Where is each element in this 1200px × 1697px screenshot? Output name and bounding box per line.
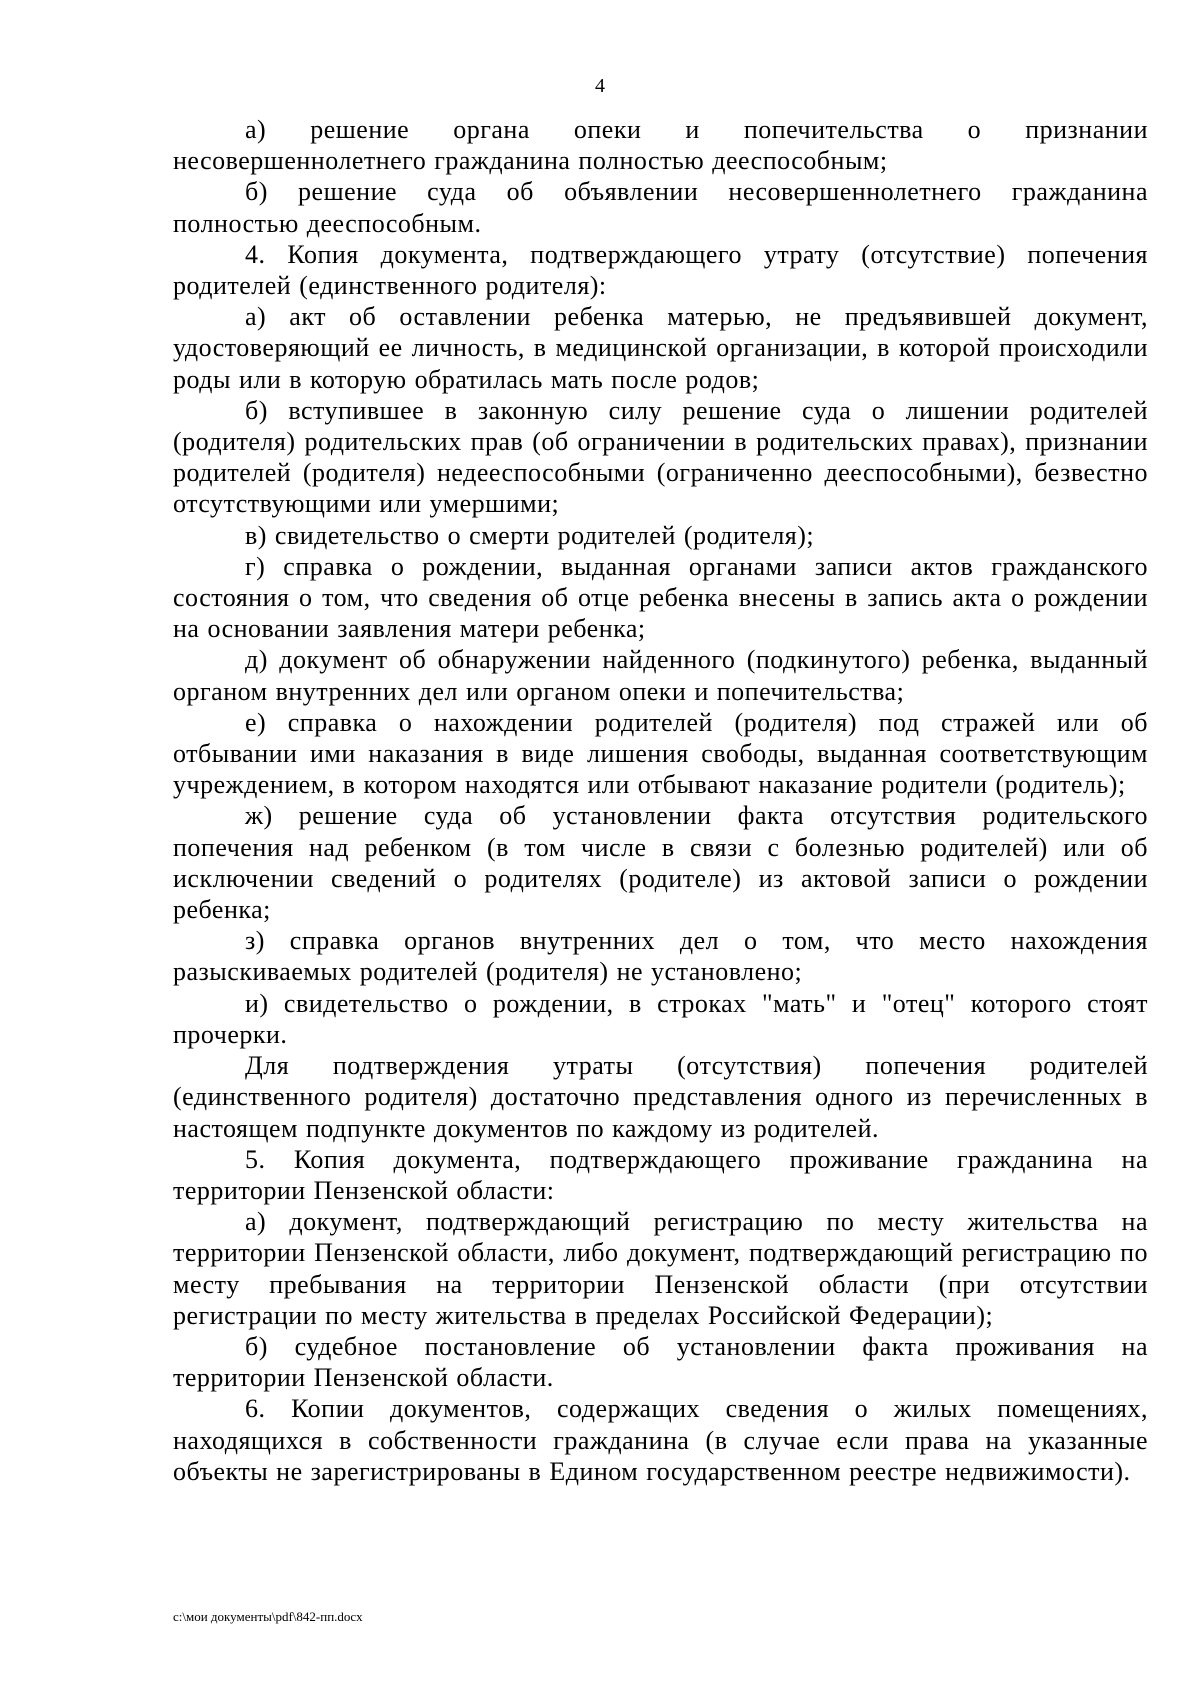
paragraph: а) акт об оставлении ребенка матерью, не предъявившей документ, удостоверяющий ее личность, в медицинской организации, в которой происходили роды или в которую обратилась мать после родов; [173,302,1148,394]
paragraph: д) документ об обнаружении найденного (подкинутого) ребенка, выданный органом внутренних дел или органом опеки и попечительства; [173,645,1148,706]
paragraph: е) справка о нахождении родителей (родителя) под стражей или об отбывании ими наказания в виде лишения свободы, выданная соответствующим учреждением, в котором находятся или отбывают наказание родители (родитель); [173,707,1148,800]
paragraph: Для подтверждения утраты (отсутствия) попечения родителей (единственного родителя) достаточно представления одного из перечисленных в настоящем подпункте документов по каждому из родителей. [173,1051,1148,1143]
paragraph: 5. Копия документа, подтверждающего проживание гражданина на территории Пензенской области: [173,1144,1148,1205]
paragraph: а) решение органа опеки и попечительства о признании несовершеннолетнего гражданина полностью дееспособным; [173,115,1148,176]
paragraph: б) судебное постановление об установлении факта проживания на территории Пензенской области. [173,1331,1148,1393]
paragraph: в) свидетельство о смерти родителей (родителя); [245,520,815,550]
paragraph: и) свидетельство о рождении, в строках "мать" и "отец" которого стоят прочерки. [173,988,1148,1049]
paragraph: 4. Копия документа, подтверждающего утрату (отсутствие) попечения родителей (единственного родителя): [173,239,1148,301]
paragraph: б) решение суда об объявлении несовершеннолетнего гражданина полностью дееспособным. [173,177,1148,238]
paragraph: 6. Копии документов, содержащих сведения о жилых помещениях, находящихся в собственности гражданина (в случае если права на указанные объекты не зарегистрированы в Едином государственном реестре недвижимости). [173,1394,1148,1486]
document-body [173,114,1148,1487]
paragraph: з) справка органов внутренних дел о том, что место нахождения разыскиваемых родителей (родителя) не установлено; [173,926,1148,987]
paragraph: ж) решение суда об установлении факта отсутствия родительского попечения над ребенком (в том числе в связи с болезнью родителей) или об исключении сведений о родителях (родителе) из актовой записи о рождении ребенка; [173,801,1148,925]
paragraph: а) документ, подтверждающий регистрацию по месту жительства на территории Пензенской области, либо документ, подтверждающий регистрацию по месту пребывания на территории Пензенской области (при отсутствии регистрации по месту жительства в пределах Российской Федерации); [173,1207,1148,1330]
footer-file-path: c:\мои документы\pdf\842-пп.docx [173,1609,363,1624]
paragraph: г) справка о рождении, выданная органами записи актов гражданского состояния о том, что сведения об отце ребенка внесены в запись акта о рождении на основании заявления матери ребенка; [173,551,1148,644]
paragraph: б) вступившее в законную силу решение суда о лишении родителей (родителя) родительских прав (об ограничении в родительских правах), признании родителей (родителя) недееспособными (ограниченно дееспособными), безвестно отсутствующими или умершими; [173,395,1148,519]
page-number: 4 [595,75,605,97]
